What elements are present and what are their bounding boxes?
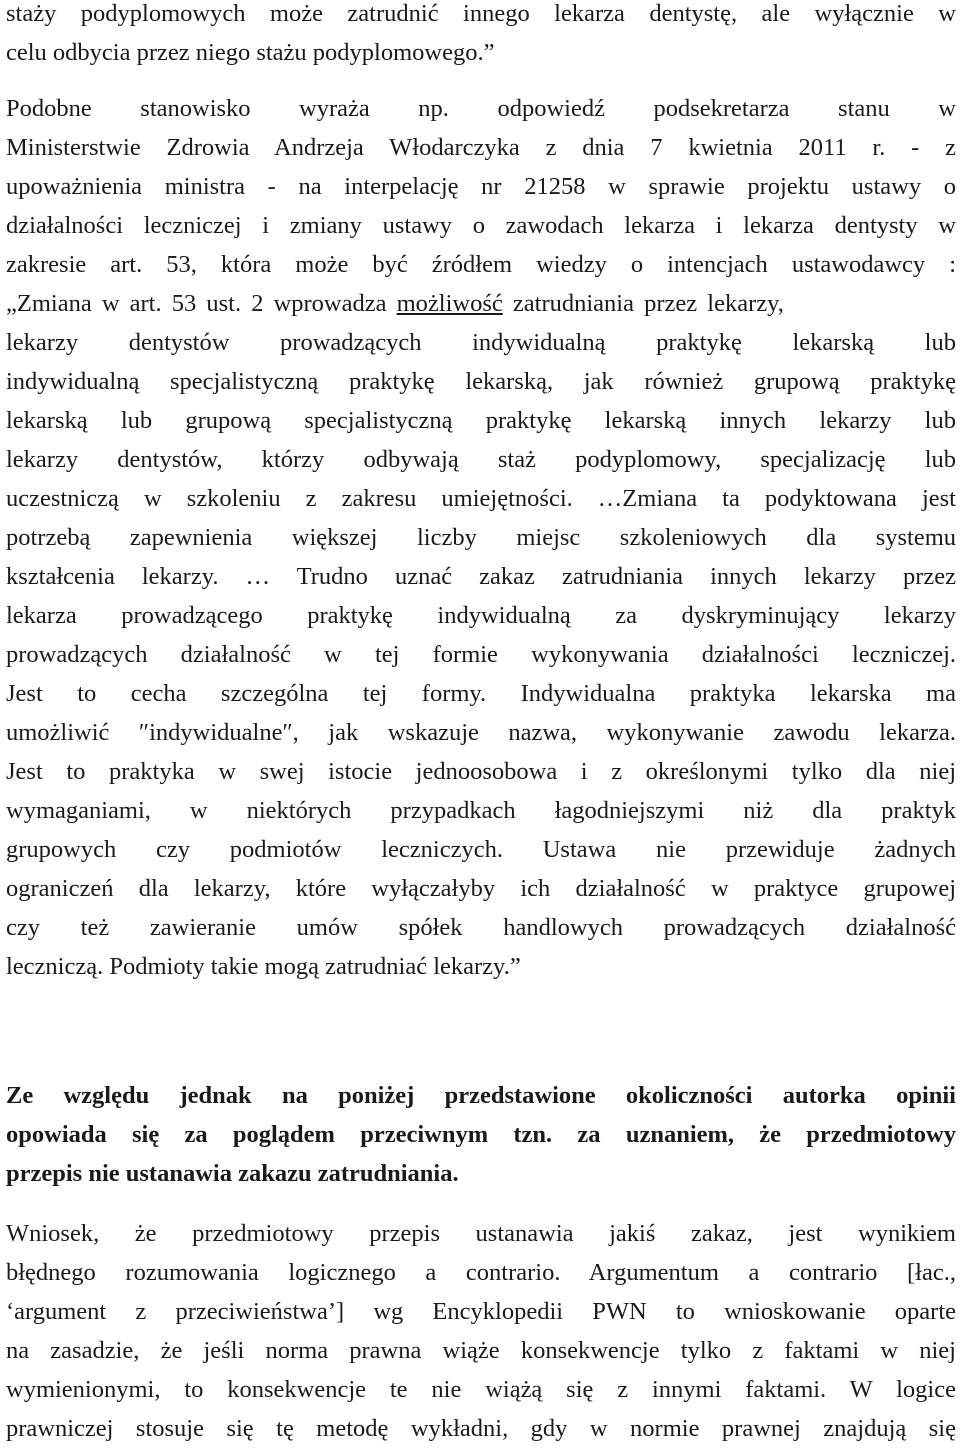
- text-line: Podobne stanowisko wyraża np. odpowiedź podsekretarza stanu w: [6, 95, 956, 122]
- text-line: lekarską lub grupową specjalistyczną praktykę lekarską innych lekarzy lub: [6, 407, 956, 434]
- text-line: ograniczeń dla lekarzy, które wyłączałyby ich działalność w praktyce grupowej: [6, 875, 956, 902]
- text-line: opowiada się za poglądem przeciwnym tzn. za uznaniem, że przedmiotowy: [6, 1121, 956, 1148]
- text-line: potrzebą zapewnienia większej liczby miejsc szkoleniowych dla systemu: [6, 524, 956, 551]
- text-line: staży podyplomowych może zatrudnić innego lekarza dentystę, ale wyłącznie w: [6, 0, 956, 27]
- paragraph-1: [6, 0, 956, 72]
- text-line: błędnego rozumowania logicznego a contrario. Argumentum a contrario [łac.,: [6, 1259, 956, 1286]
- underlined-word: możliwość: [396, 290, 503, 317]
- text-segment: zatrudniania przez lekarzy,: [502, 290, 784, 317]
- text-line: celu odbycia przez niego stażu podyplomowego.”: [6, 39, 495, 66]
- text-line: ‘argument z przeciwieństwa’] wg Encyklopedii PWN to wnioskowanie oparte: [6, 1298, 956, 1325]
- text-line: Jest to cecha szczególna tej formy. Indywidualna praktyka lekarska ma: [6, 680, 956, 707]
- text-line: indywidualną specjalistyczną praktykę lekarską, jak również grupową praktykę: [6, 368, 956, 395]
- text-line: na zasadzie, że jeśli norma prawna wiąże konsekwencje tylko z faktami w niej: [6, 1337, 956, 1364]
- text-line: Ministerstwie Zdrowia Andrzeja Włodarczyka z dnia 7 kwietnia 2011 r. - z: [6, 134, 956, 161]
- text-line: zakresie art. 53, która może być źródłem wiedzy o intencjach ustawodawcy :: [6, 251, 956, 278]
- text-line: prowadzących działalność w tej formie wykonywania działalności leczniczej.: [6, 641, 956, 668]
- text-line: kształcenia lekarzy. … Trudno uznać zakaz zatrudniania innych lekarzy przez: [6, 563, 956, 590]
- text-line: wymaganiami, w niektórych przypadkach łagodniejszymi niż dla praktyk: [6, 797, 956, 824]
- text-line: Jest to praktyka w swej istocie jednoosobowa i z określonymi tylko dla niej: [6, 758, 956, 785]
- text-line-with-underline: [6, 284, 956, 323]
- bold-conclusion-paragraph: [6, 1076, 956, 1193]
- text-line: Wniosek, że przedmiotowy przepis ustanawia jakiś zakaz, jest wynikiem: [6, 1220, 956, 1247]
- text-line: upoważnienia ministra - na interpelację nr 21258 w sprawie projektu ustawy o: [6, 173, 956, 200]
- text-line: czy też zawieranie umów spółek handlowych prowadzących działalność: [6, 914, 956, 941]
- text-line: przepis nie ustanawia zakazu zatrudniania.: [6, 1160, 459, 1187]
- text-line: lekarzy dentystów, którzy odbywają staż podyplomowy, specjalizację lub: [6, 446, 956, 473]
- text-line: lekarza prowadzącego praktykę indywidualną za dyskryminujący lekarzy: [6, 602, 956, 629]
- paragraph-2: [6, 89, 956, 986]
- text-line: działalności leczniczej i zmiany ustawy o zawodach lekarza i lekarza dentysty w: [6, 212, 956, 239]
- text-line: umożliwić ″indywidualne″, jak wskazuje nazwa, wykonywanie zawodu lekarza.: [6, 719, 956, 746]
- text-line: prawniczej stosuje się tę metodę wykładni, gdy w normie prawnej znajdują się: [6, 1415, 956, 1442]
- text-line: grupowych czy podmiotów leczniczych. Ustawa nie przewiduje żadnych: [6, 836, 956, 863]
- paragraph-4: [6, 1214, 956, 1448]
- text-line: lekarzy dentystów prowadzących indywidualną praktykę lekarską lub: [6, 329, 956, 356]
- text-line: uczestniczą w szkoleniu z zakresu umiejętności. …Zmiana ta podyktowana jest: [6, 485, 956, 512]
- text-segment: „Zmiana w art. 53 ust. 2 wprowadza: [6, 290, 397, 317]
- text-line: leczniczą. Podmioty takie mogą zatrudniać lekarzy.”: [6, 953, 521, 980]
- text-line: wymienionymi, to konsekwencje te nie wiążą się z innymi faktami. W logice: [6, 1376, 956, 1403]
- text-line: Ze względu jednak na poniżej przedstawione okoliczności autorka opinii: [6, 1082, 956, 1109]
